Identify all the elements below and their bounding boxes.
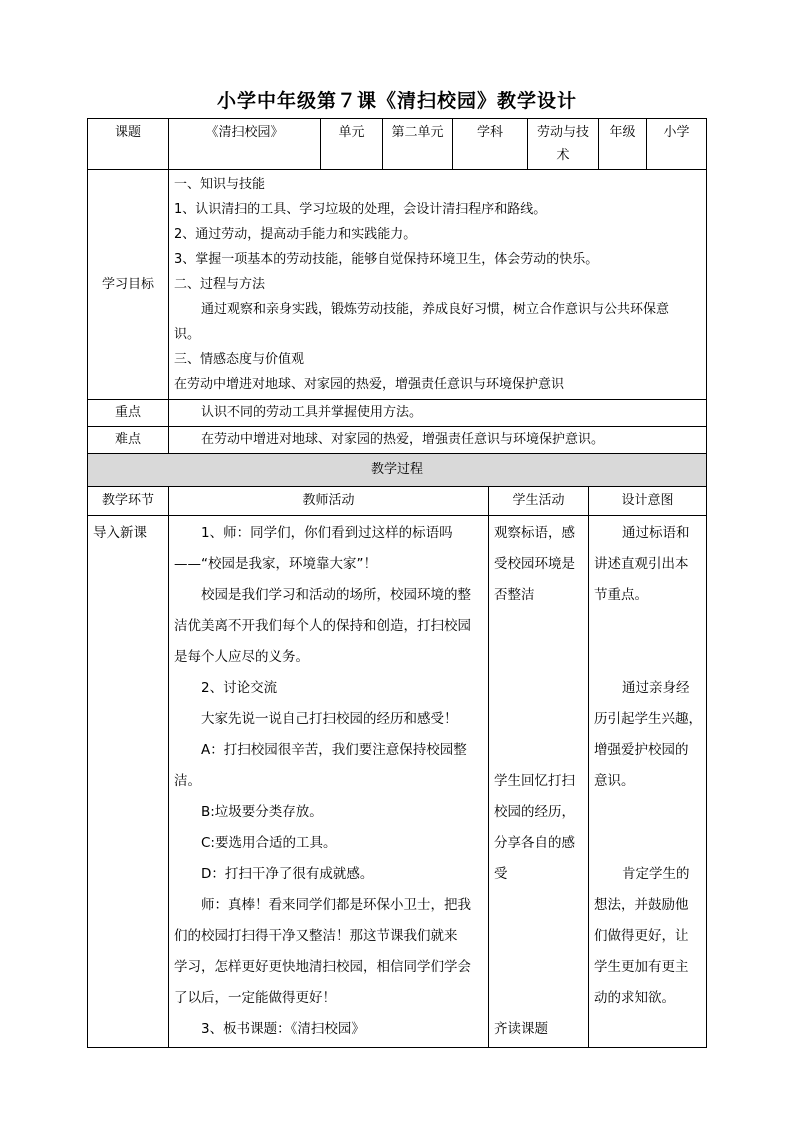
column-divider <box>588 486 589 1047</box>
column-header-stage: 教学环节 <box>101 493 154 508</box>
stage-name: 导入新课 <box>93 525 147 541</box>
teacher-line: B:垃圾要分类存放。 <box>201 804 323 820</box>
teacher-line: 学习，怎样更好更快地清扫校园，相信同学们学会 <box>174 959 471 975</box>
key-point-label: 重点 <box>114 405 141 420</box>
student-line: 观察标语，感 <box>494 525 575 541</box>
teacher-line: 1、师：同学们，你们看到过这样的标语吗 <box>201 525 453 541</box>
lesson-label: 课题 <box>114 125 141 140</box>
intent-line: 意识。 <box>594 773 635 789</box>
teacher-line: A：打扫校园很辛苦，我们要注意保持校园整 <box>201 742 467 758</box>
teacher-line: D：打扫干净了很有成就感。 <box>201 866 374 882</box>
intent-line: 肯定学生的 <box>622 866 690 882</box>
teacher-line: 3、板书课题：《清扫校园》 <box>201 1021 365 1037</box>
key-point-text: 认识不同的劳动工具并掌握使用方法。 <box>201 405 423 420</box>
teacher-line: 是每个人应尽的义务。 <box>174 649 309 665</box>
column-header-intent: 设计意图 <box>621 493 674 508</box>
objective-line: 二、过程与方法 <box>174 277 266 292</box>
column-header-teacher: 教师活动 <box>302 493 355 508</box>
student-line: 齐读课题 <box>494 1021 548 1037</box>
row-divider <box>87 515 707 516</box>
teacher-line: ——“校园是我家，环境靠大家”！ <box>174 556 377 572</box>
intent-line: 增强爱护校园的 <box>594 742 689 758</box>
objective-line: 识。 <box>174 327 201 342</box>
document-title: 小学中年级第７课《清扫校园》教学设计 <box>216 90 577 112</box>
grade-label: 年级 <box>609 125 636 140</box>
intent-line: 通过标语和 <box>622 525 690 541</box>
lesson-value: 《清扫校园》 <box>205 125 284 140</box>
table-top-border <box>87 118 707 119</box>
difficult-point-text: 在劳动中增进对地球、对家园的热爱，增强责任意识与环境保护意识。 <box>201 432 605 447</box>
intent-line: 们做得更好，让 <box>594 928 689 944</box>
student-line: 否整洁 <box>494 587 535 603</box>
teacher-line: 了以后，一定能做得更好！ <box>174 990 336 1006</box>
intent-line: 想法，并鼓励他 <box>594 897 689 913</box>
teacher-line: 大家先说一说自己打扫校园的经历和感受！ <box>201 711 458 727</box>
intent-line: 动的求知欲。 <box>594 990 675 1006</box>
subject-value-line-1: 劳动与技 <box>536 125 589 140</box>
intent-line: 历引起学生兴趣， <box>594 711 702 727</box>
difficult-point-label: 难点 <box>114 432 141 447</box>
subject-label: 学科 <box>476 125 503 140</box>
student-line: 分享各自的感 <box>494 835 575 851</box>
teacher-line: 2、讨论交流 <box>201 680 278 696</box>
objective-line: 通过观察和亲身实践，锻炼劳动技能，养成良好习惯，树立合作意识与公共环保意 <box>201 302 670 317</box>
student-line: 学生回忆打扫 <box>494 773 575 789</box>
teacher-line: 洁优美离不开我们每个人的保持和创造，打扫校园 <box>174 618 471 634</box>
teacher-line: C:要选用合适的工具。 <box>201 835 337 851</box>
objective-line: 3、掌握一项基本的劳动技能，能够自觉保持环境卫生，体会劳动的快乐。 <box>174 252 599 267</box>
intent-line: 讲述直观引出本 <box>594 556 689 572</box>
column-divider <box>168 486 169 1047</box>
unit-label: 单元 <box>338 125 365 140</box>
intent-line: 学生更加有更主 <box>594 959 689 975</box>
unit-value: 第二单元 <box>391 125 444 140</box>
teacher-line: 们的校园打扫得干净又整洁！那这节课我们就来 <box>174 928 458 944</box>
row-divider <box>87 486 707 487</box>
row-divider <box>87 453 707 454</box>
intent-line: 通过亲身经 <box>622 680 690 696</box>
teacher-line: 洁。 <box>174 773 201 789</box>
student-line: 受校园环境是 <box>494 556 575 572</box>
intent-line: 节重点。 <box>594 587 648 603</box>
row-divider <box>87 169 707 170</box>
table-right-border <box>706 118 707 1047</box>
student-line: 受 <box>494 866 508 882</box>
process-header: 教学过程 <box>370 462 423 477</box>
student-line: 校园的经历， <box>494 804 575 820</box>
teacher-line: 校园是我们学习和活动的场所，校园环境的整 <box>201 587 471 603</box>
objective-line: 三、情感态度与价值观 <box>174 352 305 367</box>
grade-value: 小学 <box>663 125 690 140</box>
subject-value-line-2: 术 <box>556 148 570 163</box>
column-divider <box>488 486 489 1047</box>
objective-line: 一、知识与技能 <box>174 177 266 192</box>
objective-line: 在劳动中增进对地球、对家园的热爱，增强责任意识与环境保护意识 <box>174 377 565 392</box>
table-left-border <box>87 118 88 1047</box>
teacher-line: 师：真棒！看来同学们都是环保小卫士，把我 <box>201 897 471 913</box>
column-header-student: 学生活动 <box>512 493 565 508</box>
column-divider <box>168 118 169 453</box>
objectives-label: 学习目标 <box>101 277 154 292</box>
objective-line: 2、通过劳动，提高动手能力和实践能力。 <box>174 227 417 242</box>
objective-line: 1、认识清扫的工具、学习垃圾的处理，会设计清扫程序和路线。 <box>174 202 547 217</box>
table-bottom-border <box>87 1047 707 1048</box>
